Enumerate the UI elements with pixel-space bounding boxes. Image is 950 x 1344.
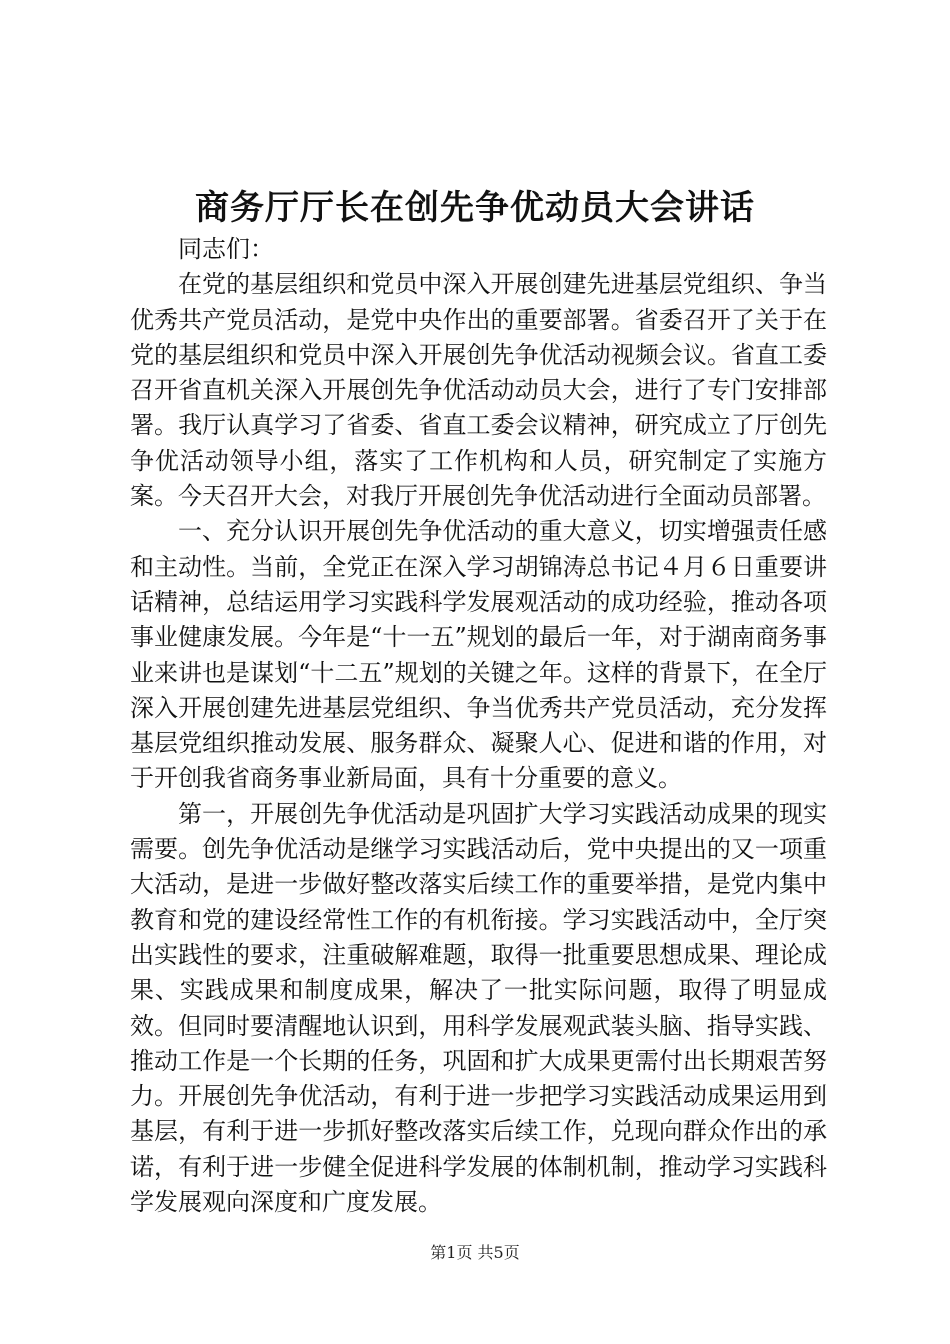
salutation: 同志们： xyxy=(178,235,274,263)
paragraph-first-point: 第一，开展创先争优活动是巩固扩大学习实践活动成果的现实需要。创先争优活动是继学习实践活动后，党中央提出的又一项重大活动，是进一步做好整改落实后续工作的重要举措，是党内集中教育和党的建设经常性工作的有机衔接。学习实践活动中，全厅突出实践性的要求，注重破解难题，取得一批重要思想成果、理论成果、实践成果和制度成果，解决了一批实际问题，取得了明显成效。但同时要清醒地认识到，用科学发展观武装头脑、指导实践、推动工作是一个长期的任务，巩固和扩大成果更需付出长期艰苦努力。开展创先争优活动，有利于进一步把学习实践活动成果运用到基层，有利于进一步抓好整改落实后续工作，兑现向群众作出的承诺，有利于进一步健全促进科学发展的体制机制，推动学习实践科学发展观向深度和广度发展。 xyxy=(130,799,827,1217)
document-title: 商务厅厅长在创先争优动员大会讲话 xyxy=(195,188,755,228)
document-body xyxy=(130,232,827,1220)
paragraph-section-one: 一、充分认识开展创先争优活动的重大意义，切实增强责任感和主动性。当前，全党正在深入学习胡锦涛总书记４月６日重要讲话精神，总结运用学习实践科学发展观活动的成功经验，推动各项事业健康发展。今年是“十一五”规划的最后一年，对于湖南商务事业来讲也是谋划“十二五”规划的关键之年。这样的背景下，在全厅深入开展创建先进基层党组织、争当优秀共产党员活动，充分发挥基层党组织推动发展、服务群众、凝聚人心、促进和谐的作用，对于开创我省商务事业新局面，具有十分重要的意义。 xyxy=(130,517,827,793)
page-number-footer: 第1页 共5页 xyxy=(430,1243,520,1262)
paragraph-intro: 在党的基层组织和党员中深入开展创建先进基层党组织、争当优秀共产党员活动，是党中央作出的重要部署。省委召开了关于在党的基层组织和党员中深入开展创先争优活动视频会议。省直工委召开省直机关深入开展创先争优活动动员大会，进行了专门安排部署。我厅认真学习了省委、省直工委会议精神，研究成立了厅创先争优活动领导小组，落实了工作机构和人员，研究制定了实施方案。今天召开大会，对我厅开展创先争优活动进行全面动员部署。 xyxy=(130,270,827,511)
